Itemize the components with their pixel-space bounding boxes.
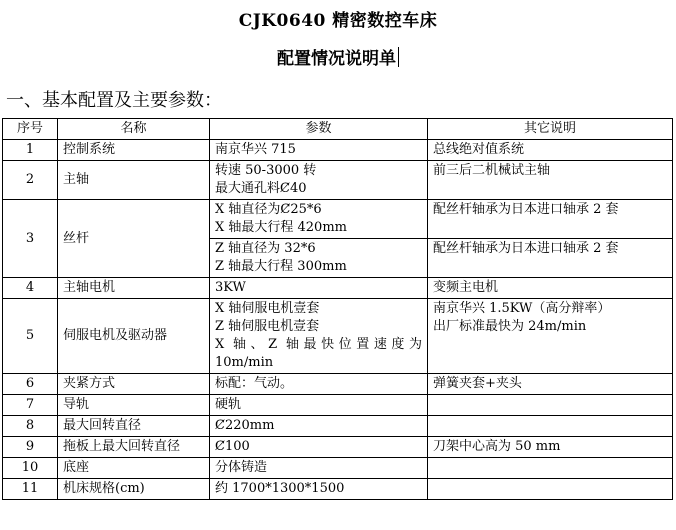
- param-line: 分体铸造: [215, 460, 268, 475]
- row-name: 夹紧方式: [58, 374, 210, 395]
- row-note: [428, 299, 673, 374]
- row-param: [210, 437, 428, 458]
- row-note: [428, 458, 673, 479]
- table-row: [3, 416, 673, 437]
- row-no: 7: [3, 395, 58, 416]
- param-line: 转速 50-3000 转: [215, 163, 317, 178]
- row-note: [428, 395, 673, 416]
- config-table: [2, 118, 673, 500]
- row-name: 控制系统: [58, 140, 210, 161]
- row-param: [210, 395, 428, 416]
- table-row: [3, 395, 673, 416]
- table-header-row: [3, 119, 673, 140]
- row-param: [210, 278, 428, 299]
- note-line: [433, 459, 667, 477]
- param-line: 标配：气动。: [215, 376, 294, 391]
- row-no: 11: [3, 479, 58, 500]
- row-name: 主轴: [58, 161, 210, 200]
- row-param: [210, 374, 428, 395]
- table-row: [3, 437, 673, 458]
- row-param: [210, 458, 428, 479]
- note-line: 变频主电机: [433, 280, 499, 295]
- row-param: [210, 200, 428, 239]
- param-line: 南京华兴 715: [215, 142, 296, 157]
- table-row: [3, 161, 673, 200]
- param-line: 硬轨: [215, 397, 242, 412]
- row-note: [428, 161, 673, 200]
- row-note: [428, 200, 673, 239]
- row-name: 机床规格(cm): [58, 479, 210, 500]
- param-line: Z 轴最大行程 300mm: [215, 259, 347, 274]
- table-row: [3, 278, 673, 299]
- row-no: 8: [3, 416, 58, 437]
- param-line: Ȼ100: [215, 439, 250, 454]
- row-no: 6: [3, 374, 58, 395]
- note-line: 南京华兴 1.5KW（高分辩率）: [433, 301, 611, 316]
- row-no: 9: [3, 437, 58, 458]
- row-param: [210, 140, 428, 161]
- document-title: CJK0640 精密数控车床: [238, 11, 438, 31]
- row-no: 2: [3, 161, 58, 200]
- header-param: 参数: [210, 119, 428, 140]
- row-note: [428, 437, 673, 458]
- text-cursor: [398, 47, 399, 67]
- table-row: [3, 479, 673, 500]
- table-row: [3, 458, 673, 479]
- table-row: [3, 140, 673, 161]
- row-no: 1: [3, 140, 58, 161]
- header-note: 其它说明: [428, 119, 673, 140]
- row-no: 3: [3, 200, 58, 278]
- note-line: 配丝杆轴承为日本进口轴承 2 套: [433, 202, 619, 217]
- subtitle-text: 配置情况说明单: [277, 49, 396, 69]
- row-name: 最大回转直径: [58, 416, 210, 437]
- param-line: Ȼ220mm: [215, 418, 275, 433]
- row-name: 伺服电机及驱动器: [58, 299, 210, 374]
- param-line: X 轴伺服电机壹套: [215, 301, 320, 316]
- param-line: X 轴最大行程 420mm: [215, 220, 347, 235]
- param-line: 10m/min: [215, 355, 274, 370]
- param-line: X 轴、Z 轴最快位置速度为: [215, 337, 422, 352]
- row-no: 5: [3, 299, 58, 374]
- param-line: 约 1700*1300*1500: [215, 481, 345, 496]
- note-line: 出厂标准最快为 24m/min: [433, 319, 587, 334]
- param-line: Z 轴伺服电机壹套: [215, 319, 320, 334]
- note-line: [433, 396, 667, 414]
- row-note: [428, 416, 673, 437]
- row-note: [428, 140, 673, 161]
- table-row: [3, 299, 673, 374]
- row-note: [428, 278, 673, 299]
- param-line: X 轴直径为Ȼ25*6: [215, 202, 322, 217]
- note-line: 弹簧夹套+夹头: [433, 376, 522, 391]
- row-param: [210, 416, 428, 437]
- note-line: 总线绝对值系统: [433, 142, 525, 157]
- note-line: 前三后二机械试主轴: [433, 163, 551, 178]
- header-name: 名称: [58, 119, 210, 140]
- note-line: [433, 480, 667, 498]
- row-no: 4: [3, 278, 58, 299]
- row-param: [210, 161, 428, 200]
- note-line: 配丝杆轴承为日本进口轴承 2 套: [433, 241, 619, 256]
- param-line: 最大通孔料Ȼ40: [215, 181, 307, 196]
- table-row: [3, 374, 673, 395]
- row-name: 主轴电机: [58, 278, 210, 299]
- row-note: [428, 239, 673, 278]
- header-no: 序号: [3, 119, 58, 140]
- row-name: 拖板上最大回转直径: [58, 437, 210, 458]
- row-name: 底座: [58, 458, 210, 479]
- row-name: 丝杆: [58, 200, 210, 278]
- param-line: 3KW: [215, 280, 246, 295]
- table-row: [3, 200, 673, 239]
- row-name: 导轨: [58, 395, 210, 416]
- document-subtitle: [0, 44, 676, 69]
- row-param: [210, 239, 428, 278]
- row-param: [210, 299, 428, 374]
- note-line: [433, 417, 667, 435]
- section-heading: 一、基本配置及主要参数：: [6, 90, 222, 111]
- note-line: 刀架中心高为 50 mm: [433, 439, 561, 454]
- param-line: Z 轴直径为 32*6: [215, 241, 316, 256]
- row-note: [428, 374, 673, 395]
- row-note: [428, 479, 673, 500]
- row-no: 10: [3, 458, 58, 479]
- row-param: [210, 479, 428, 500]
